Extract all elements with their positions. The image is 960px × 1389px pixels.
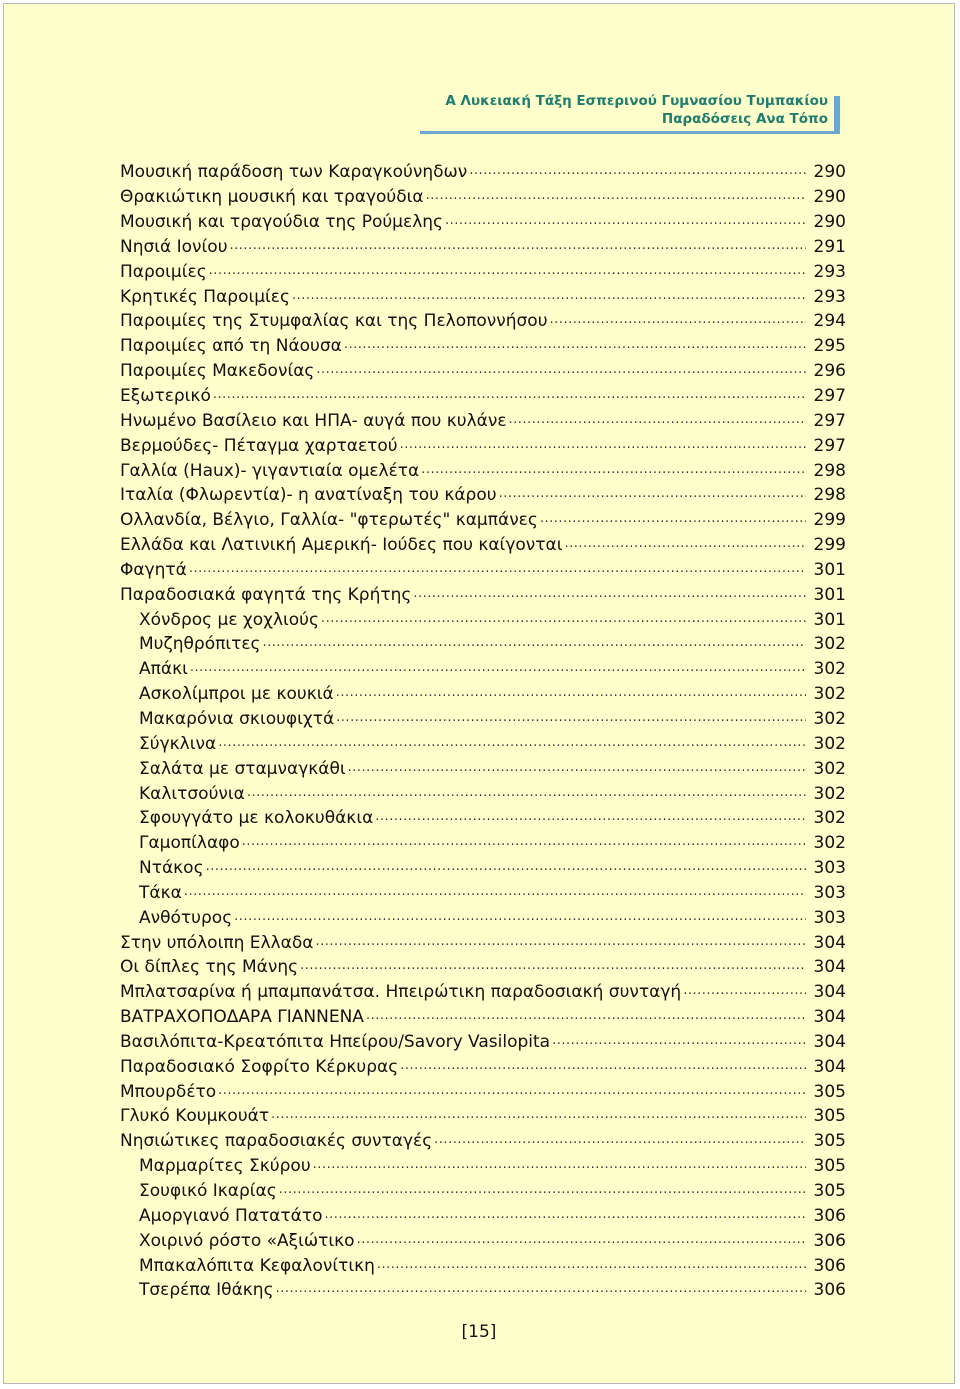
toc-entry-page: 304 (813, 957, 846, 978)
toc-entry-page: 299 (813, 535, 846, 556)
toc-entry-page: 299 (813, 510, 846, 531)
dot-leader (683, 981, 806, 1001)
dot-leader (445, 211, 806, 231)
toc-entry-page: 298 (813, 460, 846, 481)
page-number: [15] (461, 1322, 497, 1342)
toc-entry-page: 306 (813, 1280, 846, 1301)
toc-entry-title: Βασιλόπιτα-Κρεατόπιτα Ηπείρου/Savory Vasilopita (120, 1031, 551, 1052)
dot-leader (263, 633, 806, 653)
toc-entry-page: 302 (813, 733, 846, 754)
header-subtitle: Παραδόσεις Ανα Τόπο (661, 111, 828, 127)
toc-entry[interactable] (120, 1030, 846, 1055)
toc-entry[interactable] (120, 1228, 846, 1253)
toc-entry-title: Ελλάδα και Λατινική Αμερική- Ιούδες που καίγονται (120, 535, 563, 556)
toc-entry-title: Σύγκλινα (139, 733, 217, 754)
dot-leader (315, 932, 806, 952)
toc-entry-page: 302 (813, 634, 846, 655)
dot-leader (469, 161, 806, 181)
toc-entry[interactable] (120, 359, 846, 384)
dot-leader (413, 584, 806, 604)
toc-entry[interactable] (120, 682, 846, 707)
toc-entry[interactable] (120, 1154, 846, 1179)
toc-entry-title: Θρακιώτικη μουσική και τραγούδια (120, 187, 424, 208)
toc-entry[interactable] (120, 707, 846, 732)
dot-leader (189, 559, 806, 579)
header-school-title: Α Λυκειακή Τάξη Εσπερινού Γυμνασίου Τυμπακίου (445, 93, 828, 109)
dot-leader (434, 1130, 806, 1150)
toc-entry-page: 302 (813, 659, 846, 680)
dot-leader (552, 1031, 806, 1051)
dot-leader (292, 286, 806, 306)
toc-entry[interactable] (120, 657, 846, 682)
toc-entry[interactable] (120, 1253, 846, 1278)
toc-entry-page: 298 (813, 485, 846, 506)
dot-leader (276, 1279, 806, 1299)
toc-entry-title: Φαγητά (120, 559, 187, 580)
toc-entry[interactable] (120, 1278, 846, 1303)
toc-entry-title: Νησιώτικες παραδοσιακές συνταγές (120, 1131, 433, 1152)
table-of-contents (120, 160, 846, 1303)
toc-entry[interactable] (120, 334, 846, 359)
toc-entry[interactable] (120, 433, 846, 458)
toc-entry-page: 293 (813, 261, 846, 282)
dot-leader (421, 460, 806, 480)
dot-leader (344, 335, 806, 355)
dot-leader (375, 807, 806, 827)
toc-entry-page: 296 (813, 361, 846, 382)
toc-entry[interactable] (120, 582, 846, 607)
toc-entry-title: Βερμούδες- Πέταγμα χαρταετού (120, 435, 398, 456)
dot-leader (550, 310, 806, 330)
toc-entry[interactable] (120, 185, 846, 210)
dot-leader (271, 1105, 806, 1125)
toc-entry-title: Παροιμίες Μακεδονίας (120, 361, 315, 382)
toc-entry-page: 291 (813, 236, 846, 257)
toc-entry-title: Σαλάτα με σταμναγκάθι (139, 758, 346, 779)
dot-leader (426, 186, 806, 206)
header-accent-bar (834, 96, 840, 134)
toc-entry-title: Στην υπόλοιπη Ελλαδα (120, 932, 314, 953)
toc-entry-page: 303 (813, 907, 846, 928)
toc-entry[interactable] (120, 160, 846, 185)
toc-entry[interactable] (120, 731, 846, 756)
toc-entry-page: 294 (813, 311, 846, 332)
toc-entry[interactable] (120, 781, 846, 806)
toc-entry-title: Ηνωμένο Βασίλειο και ΗΠΑ- αυγά που κυλάνε (120, 410, 507, 431)
toc-entry-title: Μαρμαρίτες Σκύρου (139, 1156, 311, 1177)
dot-leader (499, 484, 806, 504)
toc-entry-page: 302 (813, 808, 846, 829)
toc-entry-page: 293 (813, 286, 846, 307)
toc-entry-page: 297 (813, 410, 846, 431)
toc-entry-title: Μπλατσαρίνα ή μπαμπανάτσα. Ηπειρώτικη παραδοσιακή συνταγή (120, 982, 682, 1003)
dot-leader (321, 609, 806, 629)
toc-entry-page: 290 (813, 162, 846, 183)
toc-entry[interactable] (120, 533, 846, 558)
dot-leader (324, 1205, 806, 1225)
toc-entry[interactable] (120, 259, 846, 284)
dot-leader (348, 758, 806, 778)
toc-entry-page: 290 (813, 212, 846, 233)
toc-entry-title: Μπουρδέτο (120, 1081, 217, 1102)
toc-entry-title: Μακαρόνια σκιουφιχτά (139, 708, 335, 729)
running-header (445, 92, 836, 128)
dot-leader (540, 509, 806, 529)
toc-entry-title: Ιταλία (Φλωρεντία)- η ανατίναξη του κάρου (120, 485, 497, 506)
toc-entry-title: Τσερέπα Ιθάκης (139, 1280, 274, 1301)
toc-entry[interactable] (120, 483, 846, 508)
toc-entry-page: 304 (813, 1056, 846, 1077)
toc-entry[interactable] (120, 1005, 846, 1030)
toc-entry-page: 290 (813, 187, 846, 208)
dot-leader (234, 907, 806, 927)
toc-entry-page: 302 (813, 684, 846, 705)
toc-entry-title: Παροιμίες (120, 261, 207, 282)
toc-entry-title: Μυζηθρόπιτες (139, 634, 261, 655)
dot-leader (213, 385, 806, 405)
toc-entry-page: 306 (813, 1205, 846, 1226)
toc-entry-title: Χόνδρος με χοχλιούς (139, 609, 319, 630)
toc-entry[interactable] (120, 284, 846, 309)
toc-entry-title: Ανθότυρος (139, 907, 233, 928)
toc-entry-page: 303 (813, 858, 846, 879)
dot-leader (247, 783, 806, 803)
dot-leader (218, 733, 806, 753)
toc-entry-title: Καλιτσούνια (139, 783, 245, 804)
dot-leader (336, 683, 806, 703)
toc-entry[interactable] (120, 210, 846, 235)
toc-entry-page: 305 (813, 1081, 846, 1102)
dot-leader (400, 1056, 806, 1076)
dot-leader (209, 261, 806, 281)
toc-entry-title: Κρητικές Παροιμίες (120, 286, 290, 307)
toc-entry[interactable] (120, 558, 846, 583)
toc-entry-title: Ασκολίμπροι με κουκιά (139, 684, 334, 705)
toc-entry-title: Γλυκό Κουμκουάτ (120, 1106, 270, 1127)
toc-entry-page: 304 (813, 932, 846, 953)
toc-entry-page: 301 (813, 584, 846, 605)
toc-entry-title: Παραδοσιακά φαγητά της Κρήτης (120, 584, 412, 605)
toc-entry-page: 297 (813, 435, 846, 456)
toc-entry[interactable] (120, 831, 846, 856)
document-page (3, 3, 955, 1384)
dot-leader (316, 360, 806, 380)
dot-leader (377, 1255, 806, 1275)
toc-entry[interactable] (120, 508, 846, 533)
toc-entry-title: ΒΑΤΡΑΧΟΠΟΔΑΡΑ ΓΙΑΝΝΕΝΑ (120, 1007, 364, 1028)
toc-entry[interactable] (120, 1079, 846, 1104)
toc-entry-page: 305 (813, 1131, 846, 1152)
toc-entry-title: Γαμοπίλαφο (139, 833, 240, 854)
toc-entry-title: Μουσική και τραγούδια της Ρούμελης (120, 212, 443, 233)
toc-entry-title: Παροιμίες από τη Νάουσα (120, 336, 342, 357)
dot-leader (184, 882, 806, 902)
toc-entry-page: 305 (813, 1181, 846, 1202)
dot-leader (218, 1081, 806, 1101)
header-underline (420, 131, 840, 134)
toc-entry-page: 302 (813, 758, 846, 779)
dot-leader (206, 857, 806, 877)
dot-leader (400, 435, 806, 455)
toc-entry[interactable] (120, 1129, 846, 1154)
toc-entry[interactable] (120, 1203, 846, 1228)
toc-entry-page: 295 (813, 336, 846, 357)
dot-leader (564, 534, 806, 554)
dot-leader (190, 658, 806, 678)
toc-entry-title: Χοιρινό ρόστο «Αξιώτικο (139, 1230, 355, 1251)
toc-entry-title: Ντάκος (139, 858, 204, 879)
toc-entry-page: 305 (813, 1106, 846, 1127)
toc-entry-title: Παροιμίες της Στυμφαλίας και της Πελοποννήσου (120, 311, 548, 332)
dot-leader (313, 1155, 806, 1175)
toc-entry-page: 301 (813, 609, 846, 630)
toc-entry[interactable] (120, 458, 846, 483)
toc-entry-page: 306 (813, 1230, 846, 1251)
toc-entry[interactable] (120, 632, 846, 657)
toc-entry-title: Ολλανδία, Βέλγιο, Γαλλία- "φτερωτές" καμπάνες (120, 510, 538, 531)
toc-entry[interactable] (120, 806, 846, 831)
toc-entry-page: 304 (813, 982, 846, 1003)
toc-entry-title: Εξωτερικό (120, 386, 211, 407)
dot-leader (279, 1180, 806, 1200)
toc-entry-page: 305 (813, 1156, 846, 1177)
toc-entry-title: Σφουγγάτο με κολοκυθάκια (139, 808, 374, 829)
toc-entry-page: 301 (813, 559, 846, 580)
toc-entry-title: Μουσική παράδοση των Καραγκούνηδων (120, 162, 468, 183)
toc-entry-title: Νησιά Ιονίου (120, 236, 228, 257)
toc-entry[interactable] (120, 980, 846, 1005)
dot-leader (336, 708, 806, 728)
toc-entry[interactable] (120, 930, 846, 955)
toc-entry-page: 302 (813, 833, 846, 854)
toc-entry[interactable] (120, 1104, 846, 1129)
toc-entry-page: 306 (813, 1255, 846, 1276)
toc-entry-page: 302 (813, 708, 846, 729)
toc-entry-page: 304 (813, 1007, 846, 1028)
toc-entry[interactable] (120, 880, 846, 905)
toc-entry-page: 303 (813, 882, 846, 903)
toc-entry-title: Οι δίπλες της Μάνης (120, 957, 299, 978)
toc-entry-title: Σουφικό Ικαρίας (139, 1181, 277, 1202)
toc-entry[interactable] (120, 955, 846, 980)
toc-entry[interactable] (120, 1054, 846, 1079)
toc-entry[interactable] (120, 905, 846, 930)
toc-entry[interactable] (120, 756, 846, 781)
dot-leader (509, 410, 806, 430)
toc-entry[interactable] (120, 309, 846, 334)
toc-entry-title: Γαλλία (Haux)- γιγαντιαία ομελέτα (120, 460, 420, 481)
toc-entry-page: 304 (813, 1031, 846, 1052)
toc-entry-title: Μπακαλόπιτα Κεφαλονίτικη (139, 1255, 375, 1276)
toc-entry[interactable] (120, 384, 846, 409)
toc-entry[interactable] (120, 856, 846, 881)
toc-entry-page: 297 (813, 386, 846, 407)
dot-leader (230, 236, 806, 256)
dot-leader (300, 956, 806, 976)
toc-entry-title: Τάκα (139, 882, 182, 903)
toc-entry-title: Αμοργιανό Πατατάτο (139, 1205, 323, 1226)
dot-leader (357, 1230, 806, 1250)
dot-leader (242, 832, 806, 852)
toc-entry[interactable] (120, 408, 846, 433)
toc-entry[interactable] (120, 1179, 846, 1204)
toc-entry[interactable] (120, 235, 846, 260)
toc-entry-title: Απάκι (139, 659, 188, 680)
dot-leader (366, 1006, 806, 1026)
toc-entry[interactable] (120, 607, 846, 632)
toc-entry-page: 302 (813, 783, 846, 804)
toc-entry-title: Παραδοσιακό Σοφρίτο Κέρκυρας (120, 1056, 399, 1077)
